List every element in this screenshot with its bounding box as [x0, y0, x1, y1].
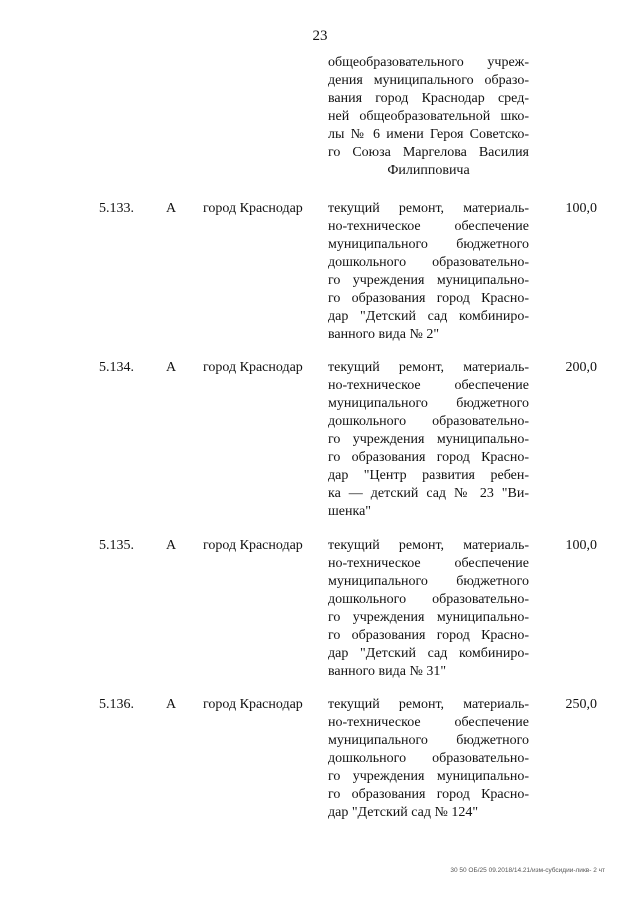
description-line: дошкольного образовательно-: [328, 751, 529, 766]
row-number: 5.133.: [99, 201, 134, 216]
description-line: дошкольного образовательно-: [328, 592, 529, 607]
row-municipality: город Краснодар: [203, 360, 303, 375]
description-line: муниципального бюджетного: [328, 237, 529, 252]
description-line: но-техническое обеспечение: [328, 556, 529, 571]
row-category: А: [166, 201, 177, 216]
description-line: го учреждения муниципально-: [328, 273, 529, 288]
row-description: [328, 359, 529, 521]
description-line: дошкольного образовательно-: [328, 255, 529, 270]
row-number: 5.134.: [99, 360, 134, 375]
description-line: дения муниципального образо-: [328, 73, 529, 88]
description-line: вания город Краснодар сред-: [328, 91, 529, 106]
description-line: го Союза Маргелова Василия: [328, 145, 529, 160]
description-line: дар "Детский сад комбиниро-: [328, 646, 529, 661]
description-line: го образования город Красно-: [328, 291, 529, 306]
row-amount: 200,0: [565, 360, 597, 375]
description-line: го образования город Красно-: [328, 787, 529, 802]
description-line: дар "Детский сад № 124": [328, 805, 479, 820]
row-municipality: город Краснодар: [203, 697, 303, 712]
row-category: А: [166, 360, 177, 375]
row-number: 5.136.: [99, 697, 134, 712]
description-line: Филипповича: [387, 163, 470, 178]
description-line: го учреждения муниципально-: [328, 769, 529, 784]
row-category: А: [166, 538, 177, 553]
description-line: дар "Детский сад комбиниро-: [328, 309, 529, 324]
row-amount: 100,0: [565, 201, 597, 216]
description-line: текущий ремонт, материаль-: [328, 538, 529, 553]
footer-file-code: 30 50 ОБ/25 09.2018/14.21/изм-субсидии-ликв- 2 чт: [450, 867, 605, 874]
page-number: 23: [312, 28, 328, 44]
row-description: [328, 537, 529, 681]
row-amount: 100,0: [565, 538, 597, 553]
row-municipality: город Краснодар: [203, 201, 303, 216]
description-line: го образования город Красно-: [328, 628, 529, 643]
row-amount: 250,0: [565, 697, 597, 712]
description-line: но-техническое обеспечение: [328, 378, 529, 393]
row-municipality: город Краснодар: [203, 538, 303, 553]
description-line: но-техническое обеспечение: [328, 219, 529, 234]
row-category: А: [166, 697, 177, 712]
description-line: текущий ремонт, материаль-: [328, 360, 529, 375]
description-line: ванного вида № 2": [328, 327, 440, 342]
row-description: [328, 696, 529, 822]
description-line: дар "Центр развития ребен-: [328, 468, 529, 483]
description-line: го образования город Красно-: [328, 450, 529, 465]
description-line: текущий ремонт, материаль-: [328, 697, 529, 712]
description-line: ка — детский сад № 23 "Ви-: [328, 486, 529, 501]
description-line: лы № 6 имени Героя Советско-: [328, 127, 529, 142]
description-line: текущий ремонт, материаль-: [328, 201, 529, 216]
description-line: муниципального бюджетного: [328, 574, 529, 589]
description-line: общеобразовательного учреж-: [328, 55, 529, 70]
description-line: муниципального бюджетного: [328, 733, 529, 748]
description-line: дошкольного образовательно-: [328, 414, 529, 429]
description-line: шенка": [328, 504, 372, 519]
description-line: го учреждения муниципально-: [328, 610, 529, 625]
continued-description: [328, 54, 529, 180]
row-number: 5.135.: [99, 538, 134, 553]
description-line: но-техническое обеспечение: [328, 715, 529, 730]
row-description: [328, 200, 529, 344]
description-line: муниципального бюджетного: [328, 396, 529, 411]
description-line: го учреждения муниципально-: [328, 432, 529, 447]
description-line: ней общеобразовательной шко-: [328, 109, 529, 124]
description-line: ванного вида № 31": [328, 664, 447, 679]
